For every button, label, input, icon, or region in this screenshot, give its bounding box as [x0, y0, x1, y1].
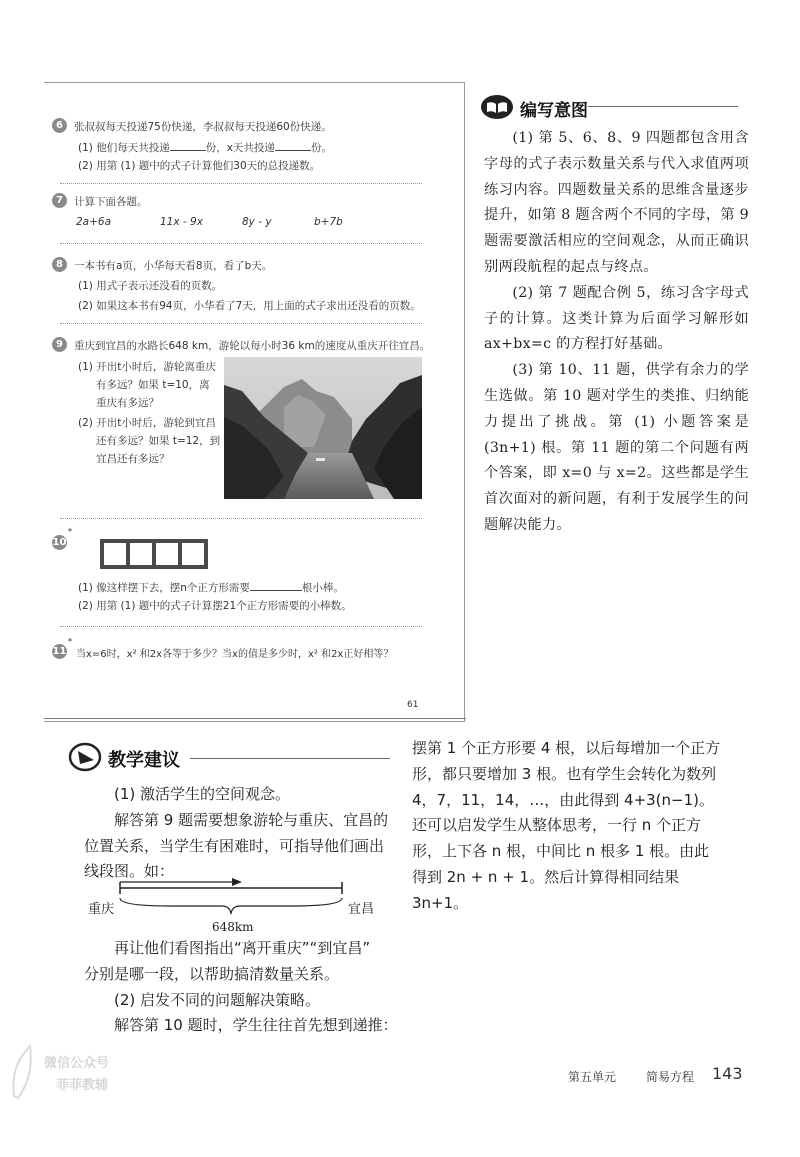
question-9-b-line3: 宜昌还有多远？: [96, 453, 170, 465]
question-9-b-line2: 还有多远？如果 t=12，到: [96, 435, 221, 447]
suggest-line: 解答第 9 题需要想象游轮与重庆、宜昌的: [114, 810, 389, 829]
suggest-line: 线段图。如：: [84, 862, 175, 881]
question-8-text: 一本书有a页，小华每天看8页，看了b天。: [74, 260, 273, 272]
question-6-text: 张叔叔每天投递75份快递，李叔叔每天投递60份快递。: [74, 121, 332, 133]
separator: [60, 518, 422, 519]
segment-start-label: 重庆: [88, 902, 115, 917]
expr-3: 8y - y: [242, 216, 272, 228]
suggest-title: 教学建议: [108, 750, 180, 771]
question-10-number: 10: [52, 537, 67, 548]
suggest-left-column: [84, 782, 404, 885]
intent-paragraph-1: (1) 第 5、6、8、9 四题都包含用含字母的式子表示数量关系与代入求值两项练习内容。四题数量关系的思维含量逐步提升，如第 8 题含两个不同的字母，第 9 题需要激活相应的空间观念，从而正确识别两段航程的起点与终点。: [484, 130, 749, 275]
question-8-part-2: (2) 如果这本书有94页，小华看了7天，用上面的式子求出还没看的页数。: [78, 300, 421, 312]
question-7-text: 计算下面各题。: [74, 196, 148, 208]
suggest-line: 位置关系，当学生有困难时，可指导他们画出: [84, 836, 385, 855]
suggest-line: 形，上下各 n 根，中间比 n 根多 1 根。由此: [412, 842, 710, 861]
suggest-line: 分别是哪一段，以帮助搞清数量关系。: [84, 964, 340, 983]
separator: [60, 626, 422, 627]
yangtze-gorge-photo: [224, 357, 422, 499]
watermark: [8, 1036, 128, 1106]
question-11-text: 当x=6时，x² 和2x各等于多少？当x的值是多少时，x² 和2x正好相等？: [76, 649, 394, 660]
question-11-number: 11: [52, 646, 67, 657]
segment-length-label: 648km: [212, 920, 254, 934]
suggest-header: [68, 742, 398, 772]
question-9-text: 重庆到宜昌的水路长648 km，游轮以每小时36 km的速度从重庆开往宜昌。: [74, 340, 431, 352]
question-9-a-line3: 重庆有多远？: [96, 397, 159, 409]
intent-header: [480, 94, 744, 120]
suggest-line: 3n+1。: [412, 893, 469, 912]
suggest-line: 还可以启发学生从整体思考，一行 n 个正方: [412, 816, 702, 835]
suggest-line: (2) 启发不同的问题解决策略。: [114, 990, 321, 1009]
suggest-line: 摆第 1 个正方形要 4 根，以后每增加一个正方: [412, 739, 721, 757]
suggest-line: 4，7，11，14，…，由此得到 4+3(n−1)。: [412, 790, 715, 809]
watermark-leaf-icon: [8, 1036, 48, 1106]
suggest-line: 得到 2n + n + 1。然后计算得相同结果: [412, 867, 680, 886]
intent-title: 编写意图: [520, 101, 588, 121]
intent-paragraph-2: (2) 第 7 题配合例 5，练习含字母式子的计算。这类计算为后面学习解形如 ax+bx=c 的方程打好基础。: [484, 284, 749, 353]
expr-4: b+7b: [314, 216, 343, 228]
expr-1: 2a+6a: [76, 216, 112, 228]
footer-unit: 第五单元: [568, 1070, 617, 1084]
suggest-line: (1) 激活学生的空间观念。: [114, 785, 291, 803]
suggest-line: 再让他们看图指出“离开重庆”“到宜昌”: [114, 939, 371, 957]
separator: [60, 183, 422, 184]
suggest-right-column: [412, 736, 752, 917]
question-9-a-line1: (1) 开出t小时后，游轮离重庆: [78, 361, 216, 373]
question-9-number: 9: [52, 337, 67, 352]
question-10-part-1: (1) 像这样摆下去，摆n个正方形需要 根小棒。: [78, 582, 344, 594]
inset-edge: [44, 718, 466, 723]
question-8-number: 8: [52, 257, 67, 272]
watermark-line-1: 微信公众号: [44, 1056, 110, 1071]
question-6-part-2: (2) 用第 (1) 题中的式子计算他们30天的总投递数。: [78, 160, 321, 172]
teaching-icon: [68, 742, 102, 772]
footer-page-number: 143: [712, 1064, 743, 1083]
suggest-line: 解答第 10 题时，学生往往首先想到递推：: [114, 1016, 398, 1035]
suggest-line: 形，都只要增加 3 根。也有学生会转化为数列: [412, 764, 717, 783]
question-6-part-1: (1) 他们每天共投递 份，x天共投递 份。: [78, 142, 332, 154]
segment-end-label: 宜昌: [348, 902, 375, 917]
inset-page-number: 61: [407, 700, 419, 710]
optional-star-icon: *: [68, 637, 72, 646]
question-6-number: 6: [52, 118, 67, 133]
optional-star-icon: *: [68, 527, 72, 536]
question-9-b-line1: (2) 开出t小时后，游轮到宜昌: [78, 417, 216, 429]
expr-2: 11x - 9x: [160, 216, 203, 228]
suggest-left-column-2: [84, 936, 404, 1039]
question-9-a-line2: 有多远？如果 t=10，离: [96, 379, 210, 391]
header-rule: [588, 106, 738, 107]
question-8-part-1: (1) 用式子表示还没看的页数。: [78, 280, 223, 292]
separator: [60, 243, 422, 244]
question-10-part-2: (2) 用第 (1) 题中的式子计算摆21个正方形需要的小棒数。: [78, 600, 352, 612]
watermark-line-2: 菲菲教辅: [56, 1078, 109, 1093]
header-rule: [190, 758, 390, 759]
question-7-number: 7: [52, 193, 67, 208]
separator: [60, 323, 422, 324]
matchstick-square: [178, 539, 208, 569]
intent-body: [484, 126, 749, 539]
footer-topic: 简易方程: [646, 1070, 695, 1084]
open-book-icon: [480, 94, 514, 120]
intent-paragraph-3: (3) 第 10、11 题，供学有余力的学生选做。第 10 题对学生的类推、归纳能力提出了挑战。第 (1) 小题答案是 (3n+1) 根。第 11 题的第二个问题有两个答案，即 x=0 与 x=2。这些都是学生首次面对的新问题，有利于发展学生的问题解决能力。: [484, 362, 749, 533]
